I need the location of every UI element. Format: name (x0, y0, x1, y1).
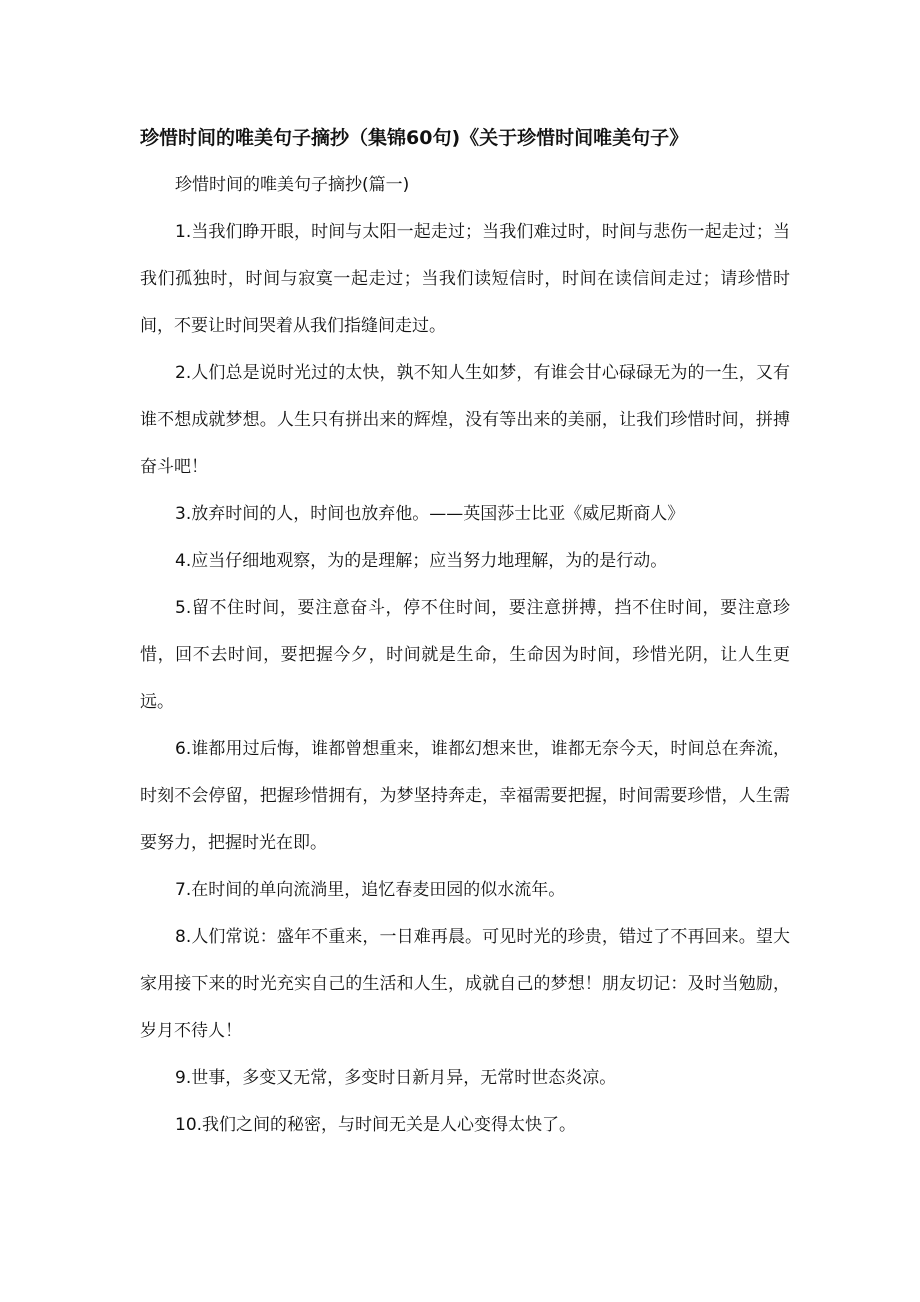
paragraph-6: 6.谁都用过后悔，谁都曾想重来，谁都幻想来世，谁都无奈今天，时间总在奔流，时刻不会停留，把握珍惜拥有，为梦坚持奔走，幸福需要把握，时间需要珍惜，人生需要努力，把握时光在即。 (140, 739, 790, 853)
paragraph-1: 1.当我们睁开眼，时间与太阳一起走过；当我们难过时，时间与悲伤一起走过；当我们孤独时，时间与寂寞一起走过；当我们读短信时，时间在读信间走过；请珍惜时间，不要让时间哭着从我们指缝间走过。 (140, 222, 790, 336)
paragraph-3: 3.放弃时间的人，时间也放弃他。——英国莎士比亚《威尼斯商人》 (175, 504, 685, 524)
paragraph-7: 7.在时间的单向流淌里，追忆春麦田园的似水流年。 (175, 880, 566, 900)
paragraph-9: 9.世事，多变又无常，多变时日新月异，无常时世态炎凉。 (175, 1068, 617, 1088)
paragraph-10: 10.我们之间的秘密，与时间无关是人心变得太快了。 (175, 1115, 577, 1135)
paragraph-8: 8.人们常说：盛年不重来，一日难再晨。可见时光的珍贵，错过了不再回来。望大家用接下来的时光充实自己的生活和人生，成就自己的梦想！朋友切记：及时当勉励，岁月不待人！ (140, 927, 790, 1041)
paragraph-5: 5.留不住时间，要注意奋斗，停不住时间，要注意拼搏，挡不住时间，要注意珍惜，回不去时间，要把握今夕，时间就是生命，生命因为时间，珍惜光阴，让人生更远。 (140, 598, 790, 712)
document-title: 珍惜时间的唯美句子摘抄（集锦60句)《关于珍惜时间唯美句子》 (140, 127, 689, 149)
document-body (140, 162, 790, 1149)
document-subtitle: 珍惜时间的唯美句子摘抄(篇一) (175, 175, 410, 195)
paragraph-2: 2.人们总是说时光过的太快，孰不知人生如梦，有谁会甘心碌碌无为的一生，又有谁不想成就梦想。人生只有拼出来的辉煌，没有等出来的美丽，让我们珍惜时间，拼搏奋斗吧！ (140, 363, 790, 477)
paragraph-4: 4.应当仔细地观察，为的是理解；应当努力地理解，为的是行动。 (175, 551, 668, 571)
